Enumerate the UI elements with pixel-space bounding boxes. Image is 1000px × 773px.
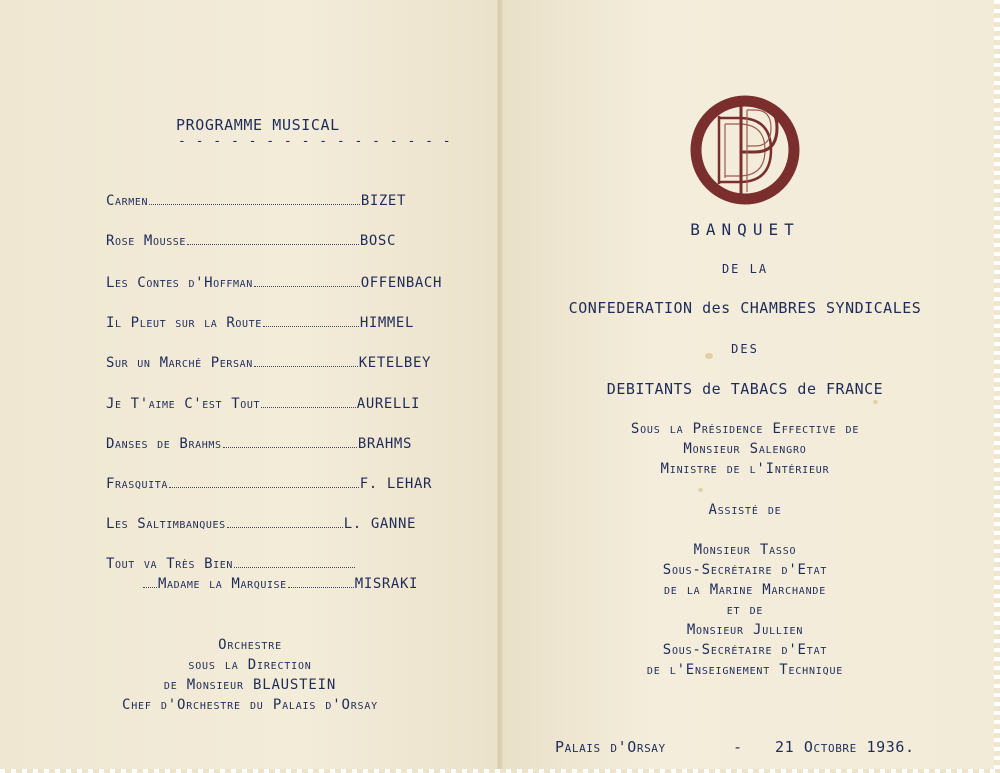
piece-composer: KETELBEY — [358, 355, 431, 371]
programme-row — [106, 315, 414, 335]
piece-title: Sur un Marché Persan — [106, 355, 253, 371]
presidence-line: Sous la Présidence Effective de — [630, 421, 860, 437]
piece-composer: AURELLI — [356, 396, 420, 412]
leader-dots — [254, 366, 358, 367]
piece-title: Les Contes d'Hoffman — [106, 275, 253, 291]
piece-composer: F. LEHAR — [359, 476, 432, 492]
paper-stain — [873, 400, 878, 404]
leader-dots — [288, 587, 354, 588]
programme-row — [106, 355, 431, 375]
programme-row — [106, 193, 406, 213]
programme-row — [106, 436, 412, 456]
piece-composer: BIZET — [360, 193, 406, 209]
footer-place: Palais d'Orsay — [555, 738, 666, 756]
piece-title-line1: Tout va Très Bien — [106, 556, 233, 572]
leader-dots — [234, 567, 355, 568]
leader-dots — [227, 527, 343, 528]
assistant-line: de la Marine Marchande — [663, 582, 827, 598]
piece-title: Les Saltimbanques — [106, 516, 226, 532]
piece-composer: OFFENBACH — [360, 275, 442, 291]
piece-title: Danses de Brahms — [106, 436, 222, 452]
programme-title-rule: - - - - - - - - - - - - - - - - — [178, 134, 452, 149]
center-fold — [497, 0, 503, 773]
assistant-line: de l'Enseignement Technique — [646, 662, 844, 678]
leader-dots — [254, 286, 360, 287]
confederation-line: CONFEDERATION des CHAMBRES SYNDICALES — [568, 299, 922, 317]
piece-title-line2: Madame la Marquise — [158, 576, 287, 592]
presidence-line: Ministre de l'Intérieur — [660, 461, 830, 477]
assistant-line: Monsieur Tasso — [693, 542, 797, 558]
piece-title: Rose Mousse — [106, 233, 187, 249]
piece-title: Je T'aime C'est Tout — [106, 396, 261, 412]
assistant-line: Monsieur Jullien — [686, 622, 804, 638]
presidence-line: Monsieur Salengro — [683, 441, 807, 457]
assistant-line: et de — [726, 602, 764, 618]
paper-stain — [698, 488, 703, 492]
footer-separator: - — [733, 738, 743, 756]
leader-dots — [261, 407, 356, 408]
piece-composer: MISRAKI — [354, 576, 418, 592]
deckle-edge-bottom — [0, 769, 1000, 773]
piece-composer: L. GANNE — [343, 516, 416, 532]
leader-dots — [149, 204, 360, 205]
banquet-heading: BANQUET — [690, 220, 800, 239]
programme-title: PROGRAMME MUSICAL — [176, 116, 340, 134]
piece-title: Il Pleut sur la Route — [106, 315, 262, 331]
paper-stain — [705, 353, 713, 359]
orchestra-line: Orchestre — [218, 637, 282, 653]
piece-title: Frasquita — [106, 476, 168, 492]
piece-composer: HIMMEL — [359, 315, 414, 331]
assiste-line: Assisté de — [708, 502, 782, 518]
leader-dots — [143, 587, 157, 588]
piece-title: Carmen — [106, 193, 149, 209]
leader-dots — [169, 487, 359, 488]
debitants-line: DEBITANTS de TABACS de FRANCE — [606, 380, 884, 398]
programme-row — [106, 275, 442, 295]
des-line: DES — [731, 342, 759, 356]
leader-dots — [263, 326, 359, 327]
programme-row — [106, 233, 396, 253]
orchestra-line: sous la Direction — [188, 657, 312, 673]
programme-row — [106, 396, 420, 416]
assistant-line: Sous-Secrétaire d'Etat — [662, 642, 828, 658]
orchestra-line: Chef d'Orchestre du Palais d'Orsay — [122, 697, 378, 713]
footer-date: 21 Octobre 1936. — [775, 738, 915, 756]
deckle-edge-right — [994, 0, 1000, 773]
monogram-logo — [689, 94, 801, 206]
de-la-line: DE LA — [721, 262, 769, 276]
programme-row — [106, 476, 432, 496]
programme-row — [106, 516, 416, 536]
orchestra-line: de Monsieur BLAUSTEIN — [163, 677, 337, 693]
programme-row-last-part1 — [106, 556, 356, 576]
leader-dots — [223, 447, 357, 448]
piece-composer: BOSC — [359, 233, 396, 249]
programme-row-last-part2 — [142, 576, 418, 596]
assistant-line: Sous-Secrétaire d'Etat — [662, 562, 828, 578]
piece-composer: BRAHMS — [357, 436, 412, 452]
leader-dots — [187, 244, 359, 245]
